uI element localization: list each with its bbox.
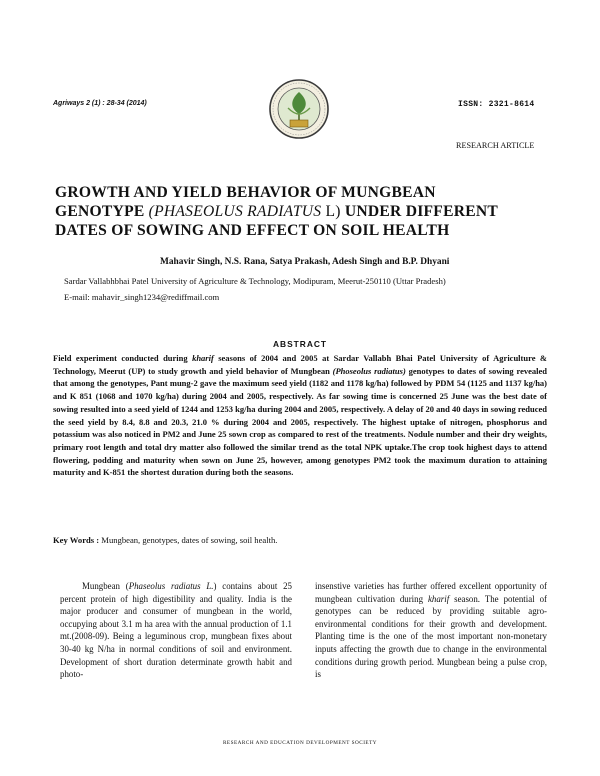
title-line-2 — [55, 202, 545, 221]
paper-title — [55, 183, 545, 240]
title-line-3: DATES OF SOWING AND EFFECT ON SOIL HEALTH — [55, 222, 450, 239]
abstract-heading: ABSTRACT — [272, 339, 328, 349]
title-line-2-prefix: GENOTYPE — [55, 203, 149, 220]
body-column-right — [315, 580, 547, 681]
body-right-italic: kharif — [427, 593, 450, 604]
body-left-italic: Phaseolus radiatus L. — [128, 581, 214, 591]
society-seal-icon — [268, 78, 330, 140]
abstract-part-2: seasons of 2004 and 2005 at Sardar Vallabh Bhai Patel University of Agriculture & Technology, Meerut (UP) to study growth and yield behavior of Mungbean — [53, 353, 547, 376]
page-footer: RESEARCH AND EDUCATION DEVELOPMENT SOCIETY — [222, 740, 378, 746]
body-left-part-1: Mungbean ( — [82, 581, 129, 591]
abstract-part-1: Field experiment conducted during — [53, 353, 193, 363]
abstract-italic-1: kharif — [192, 353, 214, 363]
title-line-1: GROWTH AND YIELD BEHAVIOR OF MUNGBEAN — [55, 184, 436, 201]
keywords-label: Key Words : — [53, 535, 100, 545]
body-right-part-2: season. The potential of genotypes can be reduced by providing suitable agro-environmental conditions for their growth and development. Planting time is the one of the most important non-monetary inputs affecting the growth due to change in the environmental conditions during growth period. Mungbean being a pulse crop, is — [315, 593, 547, 680]
abstract-part-3: genotypes to dates of sowing revealed that among the genotypes, Pant mung-2 gave the maximum seed yield (1182 and 1178 kg/ha) followed by PDM 54 (1125 and 1137 kg/ha) and K 851 (1068 and 1070 kg/ha) during 2004 and 2005, respectively. As far sowing time is concerned 25 June was the best date of sowing resulted into a seed yield of 1244 and 1253 kg/ha during 2004 and 2005, respectively. A delay of 20 and 40 days in sowing reduced the seed yield by 8.4, 8.8 and 20.3, 21.0 % during 2004 and 2005, respectively. The highest uptake of nitrogen, phosphorus and potassium was also noticed in PM2 and June 25 sown crop as compared to rest of the treatments. Nodule number and their dry weights, primary root length and total dry matter also followed the similar trend as the total NPK uptake.The crop took highest days to attend flowering, podding and maturity when sown on June 25, however, among genotypes PM2 took the maximum duration to attaining maturity and K-851 the shortest duration during both the seasons. — [53, 365, 547, 478]
body-column-left — [60, 580, 292, 681]
body-left-part-2: ) contains about 25 percent protein of high digestibility and quality. India is the major producer and consumer of mungbean in the world, occupying about 3.1 m ha area with the annual production of 1.1 mt.(2008-09). Being a leguminous crop, mungbean fixes about 30-40 kg N/ha in normal conditions of soil and environment. Development of short duration determinate growth habit and photo- — [60, 581, 292, 680]
author-list: Mahavir Singh, N.S. Rana, Satya Prakash, Adesh Singh and B.P. Dhyani — [160, 257, 450, 267]
abstract-text — [53, 352, 547, 479]
body-right-part-1: insenstive varieties has further offered excellent opportunity of mungbean cultivation during — [315, 581, 547, 604]
keywords-list: Mungbean, genotypes, dates of sowing, soil health. — [99, 535, 278, 545]
title-authority: L) — [321, 203, 341, 220]
issn-number: ISSN: 2321-8614 — [458, 100, 535, 109]
keywords — [53, 535, 277, 545]
author-affiliation: Sardar Vallabhbhai Patel University of Agriculture & Technology, Modipuram, Meerut-250110 (Uttar Pradesh) — [64, 276, 446, 286]
journal-reference: Agriways 2 (1) : 28-34 (2014) — [53, 100, 147, 107]
article-type-label: RESEARCH ARTICLE — [456, 141, 535, 150]
abstract-italic-2: (Phoseolus radiatus) — [332, 365, 406, 376]
title-line-2-suffix: UNDER DIFFERENT — [340, 203, 499, 220]
author-email: E-mail: mahavir_singh1234@rediffmail.com — [64, 292, 220, 302]
title-scientific-name: (PHASEOLUS RADIATUS — [148, 203, 322, 220]
